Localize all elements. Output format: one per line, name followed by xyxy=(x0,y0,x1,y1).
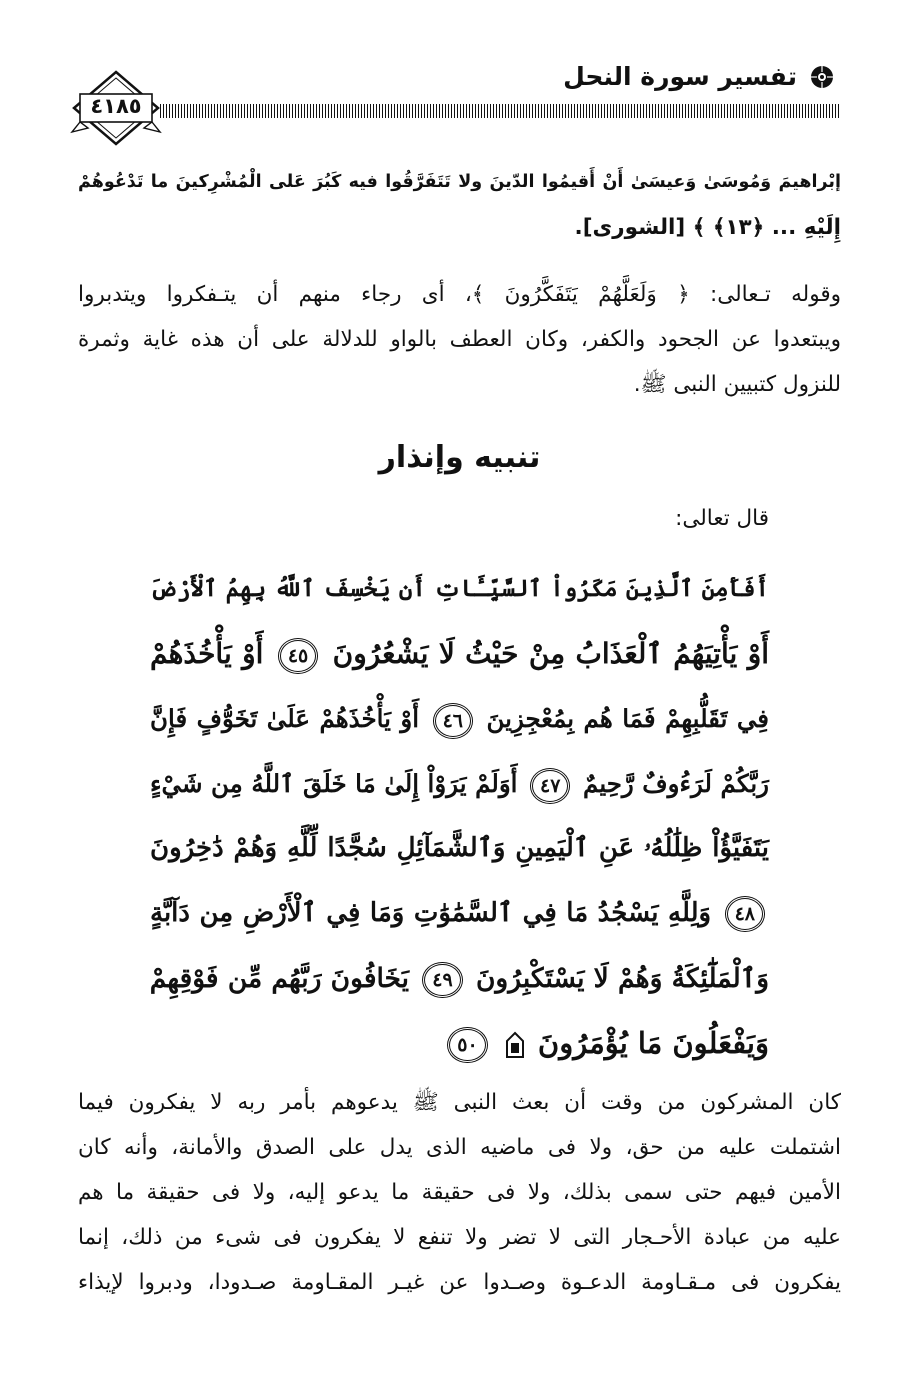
verse-line xyxy=(150,881,769,946)
header-rule xyxy=(160,104,839,118)
verse-text: أَوْ يَأْخُذَهُمْ عَلَىٰ تَخَوُّفٍ فَإِنَّ xyxy=(150,704,420,733)
text-line: إبْراهيمَ وَمُوسَىٰ وَعيسَىٰ أَنْ أَقيمُوا الدّينَ ولا تَتَفَرَّقُوا فيه كَبُرَ عَلى الْمُشْرِكينَ ما تَدْعُوهُمْ xyxy=(78,172,841,192)
flower-ornament-icon xyxy=(809,64,835,90)
commentary-paragraph-2 xyxy=(78,1080,841,1305)
sajda-mark-icon xyxy=(504,1031,526,1059)
verse-line xyxy=(150,556,769,621)
verse-text: أَوَلَمْ يَرَوْاْ إِلَىٰ مَا خَلَقَ ٱللَّهُ مِن شَيْءٍ xyxy=(150,769,518,798)
ayah-number-marker: ٤٥ xyxy=(278,638,318,674)
text-line: الأمين فيهم حتى سمى بذلك، ولا فى حقيقة ما يدعو إليه، ولا فى حقيقة ما هم xyxy=(78,1180,841,1205)
ayah-number-marker: ٤٩ xyxy=(422,962,462,998)
verse-text: يَتَفَيَّؤُاْ ظِلَٰلُهُۥ عَنِ ٱلْيَمِينِ وَٱلشَّمَآئِلِ سُجَّدًا لِّلَّهِ وَهُمْ دَٰخِرُونَ xyxy=(150,833,769,863)
verse-intro: قال تعالى: xyxy=(675,506,769,531)
text-line: للنزول كتبيين النبى ﷺ. xyxy=(633,372,841,397)
text-line: يفكرون فى مـقـاومة الدعـوة وصـدوا عن غيـر المقـاومة صـدودا، ودبروا لإيذاء xyxy=(78,1270,841,1295)
text-line: كان المشركون من وقت أن بعث النبى ﷺ يدعوهم بأمر ربه لا يفكرون فيما xyxy=(78,1090,841,1115)
text-line: عليه من عبادة الأحـجار التى لا تضر ولا تنفع لا يفكرون فى شىء من ذلك، إنما xyxy=(78,1225,841,1250)
verse-text: أَفَأَمِنَ ٱلَّذِينَ مَكَرُواْ ٱلسَّيِّـَٔاتِ أَن يَخْسِفَ ٱللَّهُ بِهِمُ ٱلْأَرْضَ xyxy=(150,575,769,602)
verse-line xyxy=(150,816,769,881)
text-line: اشتملت عليه من حق، ولا فى ماضيه الذى يدل على الصدق والأمانة، وأنه كان xyxy=(78,1135,841,1160)
verse-line xyxy=(150,621,769,686)
section-heading: تنبيه وإنذار xyxy=(378,440,541,475)
ayah-number-marker: ٤٧ xyxy=(530,768,570,804)
verse-text: رَبَّكُمْ لَرَءُوفٌ رَّحِيمٌ xyxy=(583,769,770,798)
text-line: وقوله تـعالى: ﴿ وَلَعَلَّهُمْ يَتَفَكَّرُونَ ﴾، أى رجاء منهم أن يتـفكروا ويتدبروا xyxy=(78,282,841,307)
text-line: إِلَيْهِ ... ﴿١٣﴾ ﴾ [الشورى]. xyxy=(574,215,841,240)
verse-line xyxy=(150,1011,769,1076)
page-number: ٤١٨٥ xyxy=(90,94,142,118)
ayah-number-marker: ٥٠ xyxy=(447,1027,487,1063)
ayah-number-marker: ٤٨ xyxy=(725,896,765,932)
running-head xyxy=(563,62,835,91)
verse-line xyxy=(150,686,769,751)
quran-verses-block xyxy=(150,556,769,1076)
verse-text: وَيَفْعَلُونَ مَا يُؤْمَرُونَ xyxy=(537,1026,769,1060)
verse-text: وَٱلْمَلَٰٓئِكَةُ وَهُمْ لَا يَسْتَكْبِرُونَ xyxy=(475,963,769,994)
verse-text: أَوْ يَأْخُذَهُمْ xyxy=(150,637,264,670)
running-title: تفسير سورة النحل xyxy=(563,62,797,91)
text-line: ويبتعدوا عن الجحود والكفر، وكان العطف بالواو للدلالة على أن هذه غاية وثمرة xyxy=(78,327,841,352)
verse-text: وَلِلَّهِ يَسْجُدُ مَا فِي ٱلسَّمَٰوَٰتِ وَمَا فِي ٱلْأَرْضِ مِن دَآبَّةٍ xyxy=(150,898,712,928)
page-number-ornament xyxy=(70,70,162,152)
verse-text: فِي تَقَلُّبِهِمْ فَمَا هُم بِمُعْجِزِينَ xyxy=(486,704,769,733)
verse-text: يَخَافُونَ رَبَّهُم مِّن فَوْقِهِمْ xyxy=(149,963,410,994)
commentary-paragraph-1 xyxy=(78,272,841,407)
verse-line xyxy=(150,751,769,816)
verse-text: أَوْ يَأْتِيَهُمُ ٱلْعَذَابُ مِنْ حَيْثُ لَا يَشْعُرُونَ xyxy=(332,637,769,670)
ayah-number-marker: ٤٦ xyxy=(433,703,473,739)
top-verse-paragraph xyxy=(78,160,841,250)
verse-line xyxy=(150,946,769,1011)
